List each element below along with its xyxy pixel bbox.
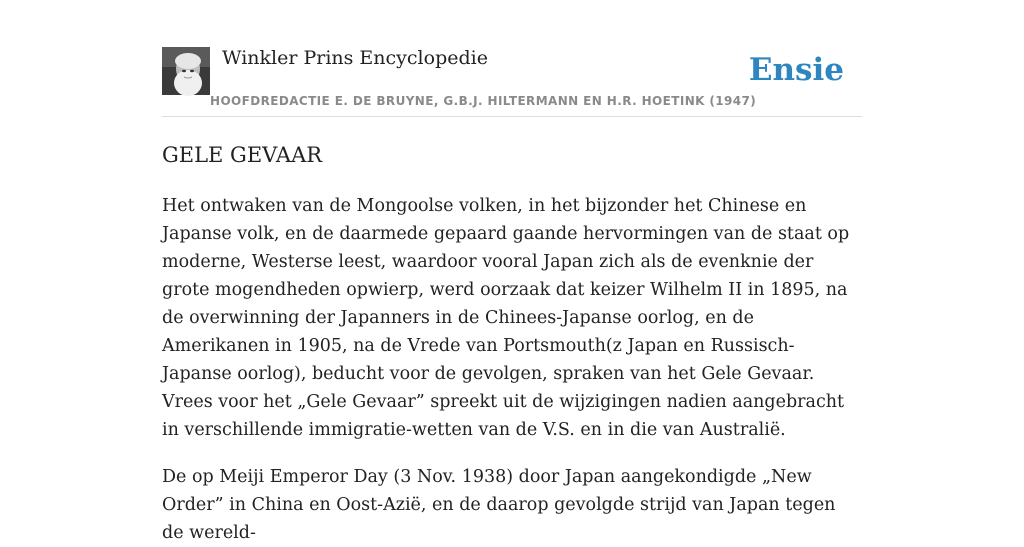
author-avatar xyxy=(162,47,210,95)
article-paragraph: De op Meiji Emperor Day (3 Nov. 1938) door Japan aangekondigde „New Order” in China en Oost-Azië, en de daarop gevolgde strijd van Japan tegen de wereld- xyxy=(162,467,836,543)
portrait-image xyxy=(162,47,210,95)
source-title[interactable]: Winkler Prins Encyclopedie xyxy=(222,47,488,69)
ensie-logo[interactable]: Ensie xyxy=(748,52,844,88)
article xyxy=(162,138,862,547)
source-editors: HOOFDREDACTIE E. DE BRUYNE, G.B.J. HILTERMANN EN H.R. HOETINK (1947) xyxy=(210,94,757,108)
article-paragraph: Het ontwaken van de Mongoolse volken, in het bijzonder het Chinese en Japanse volk, en de daarmede gepaard gaande hervormingen van de staat op moderne, Westerse leest, waardoor vooral Japan zich als de evenknie der grote mogendheden opwierp, werd oorzaak dat keizer Wilhelm II in 1895, na de overwinning der Japanners in de Chinees-Japanse oorlog, en de Amerikanen in 1905, na de Vrede van Portsmouth(z Japan en Russisch-Japanse oorlog), beducht voor de gevolgen, spraken van het Gele Gevaar. Vrees voor het „Gele Gevaar” spreekt uit de wijzigingen nadien aangebracht in verschillende immigratie-wetten van de V.S. en in die van Australië. xyxy=(162,196,850,440)
article-title: GELE GEVAAR xyxy=(162,143,323,167)
source-header xyxy=(162,46,862,117)
